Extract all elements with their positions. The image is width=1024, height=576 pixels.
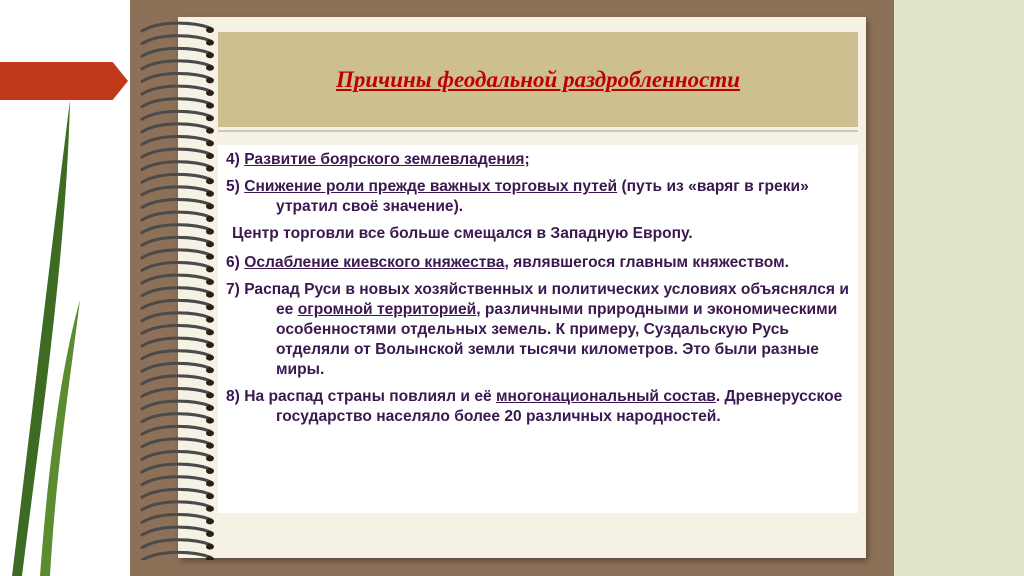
spiral-ring <box>142 363 210 371</box>
binding-hole <box>206 191 214 197</box>
binding-hole <box>206 254 214 260</box>
spiral-ring <box>142 326 210 334</box>
binding-hole <box>206 128 214 134</box>
content-panel <box>218 145 858 513</box>
spiral-ring <box>142 212 210 220</box>
binding-hole <box>206 506 214 512</box>
binding-hole <box>206 140 214 146</box>
binding-hole <box>206 27 214 33</box>
binding-hole <box>206 153 214 159</box>
spiral-ring <box>142 452 210 460</box>
title-panel <box>218 32 858 127</box>
spiral-ring <box>142 149 210 157</box>
binding-hole <box>206 317 214 323</box>
binding-hole <box>206 304 214 310</box>
spiral-ring <box>142 237 210 245</box>
list-item <box>226 253 850 273</box>
item-number: 5) <box>226 178 240 195</box>
spiral-ring <box>142 23 210 31</box>
spiral-ring <box>142 137 210 145</box>
binding-hole <box>206 455 214 461</box>
spiral-ring <box>142 250 210 258</box>
spiral-ring <box>142 124 210 132</box>
spiral-ring <box>142 61 210 69</box>
item-underlined: огромной территорией <box>297 301 477 318</box>
binding-hole <box>206 329 214 335</box>
item-underlined: многонациональный состав <box>496 388 716 405</box>
item-number: 6) <box>226 254 240 271</box>
spiral-ring <box>142 225 210 233</box>
binding-hole <box>206 65 214 71</box>
spiral-ring <box>142 338 210 346</box>
binding-hole <box>206 229 214 235</box>
binding-hole <box>206 90 214 96</box>
spiral-ring <box>142 86 210 94</box>
binding-hole <box>206 52 214 58</box>
binding-hole <box>206 544 214 550</box>
spiral-ring <box>142 300 210 308</box>
binding-hole <box>206 241 214 247</box>
spiral-ring <box>142 401 210 409</box>
list-item <box>232 224 850 244</box>
spiral-ring <box>142 464 210 472</box>
page-title: Причины феодальной раздробленности <box>335 66 741 92</box>
spiral-ring <box>142 74 210 82</box>
binding-hole <box>206 493 214 499</box>
binding-hole <box>206 355 214 361</box>
spiral-ring <box>142 540 210 548</box>
item-text: (путь из «варяг в греки» утратил своё значение). <box>276 178 809 215</box>
spiral-ring <box>142 376 210 384</box>
binding-hole <box>206 103 214 109</box>
spiral-ring <box>142 439 210 447</box>
binding-hole <box>206 342 214 348</box>
list-item <box>226 280 850 380</box>
spiral-ring <box>142 200 210 208</box>
slide-tab-icon <box>0 62 128 100</box>
binding-hole <box>206 178 214 184</box>
spiral-ring <box>142 489 210 497</box>
spiral-ring <box>142 187 210 195</box>
binding-hole <box>206 203 214 209</box>
item-text: Распад Руси в новых хозяйственных и политических условиях объяснялся и ее <box>239 281 849 318</box>
item-number: 7) <box>226 281 240 298</box>
spiral-ring <box>142 174 210 182</box>
list-item <box>226 150 850 170</box>
binding-hole <box>206 531 214 537</box>
spiral-ring <box>142 502 210 510</box>
spiral-ring <box>142 389 210 397</box>
item-text: . Древнерусское государство населяло более 20 различных народностей. <box>276 388 843 425</box>
binding-hole <box>206 77 214 83</box>
binding-hole <box>206 367 214 373</box>
item-text: , различными природными и экономическими особенностями отдельных земель. К примеру, Суздальскую Русь отделяли от Волынской земли тысячи километров. Это были разные миры. <box>276 301 838 378</box>
binding-hole <box>206 443 214 449</box>
binding-hole <box>206 279 214 285</box>
item-underlined: Развитие боярского землевладения; <box>244 151 530 168</box>
item-number: 8) <box>226 388 240 405</box>
spiral-ring <box>142 351 210 359</box>
spiral-ring <box>142 515 210 523</box>
binding-hole <box>206 481 214 487</box>
item-text: На распад страны повлиял и её <box>239 388 496 405</box>
spiral-ring <box>142 99 210 107</box>
spiral-ring <box>142 552 210 560</box>
spiral-ring <box>142 477 210 485</box>
spiral-ring <box>142 111 210 119</box>
binding-hole <box>206 405 214 411</box>
spiral-ring <box>142 414 210 422</box>
binding-hole <box>206 518 214 524</box>
divider <box>218 130 858 132</box>
spiral-ring <box>142 527 210 535</box>
spiral-ring <box>142 426 210 434</box>
item-text: , являвшегося главным княжеством. <box>504 254 789 271</box>
binding-hole <box>206 216 214 222</box>
spiral-ring <box>142 263 210 271</box>
spiral-ring <box>142 275 210 283</box>
spiral-binding-icon <box>140 20 220 560</box>
item-underlined: Снижение роли прежде важных торговых путей <box>244 178 618 195</box>
list-item <box>226 177 850 217</box>
list-item <box>226 387 850 427</box>
binding-hole <box>206 380 214 386</box>
binding-hole <box>206 430 214 436</box>
binding-hole <box>206 40 214 46</box>
spiral-ring <box>142 288 210 296</box>
spiral-ring <box>142 36 210 44</box>
item-underlined: Ослабление киевского княжества <box>244 254 505 271</box>
spiral-ring <box>142 313 210 321</box>
binding-hole <box>206 166 214 172</box>
spiral-ring <box>142 162 210 170</box>
binding-hole <box>206 266 214 272</box>
binding-hole <box>206 418 214 424</box>
binding-hole <box>206 115 214 121</box>
binding-hole <box>206 468 214 474</box>
binding-hole <box>206 292 214 298</box>
item-number: 4) <box>226 151 240 168</box>
item-text: Центр торговли все больше смещался в Западную Европу. <box>232 225 693 242</box>
spiral-ring <box>142 48 210 56</box>
binding-hole <box>206 392 214 398</box>
right-margin <box>894 0 1024 576</box>
